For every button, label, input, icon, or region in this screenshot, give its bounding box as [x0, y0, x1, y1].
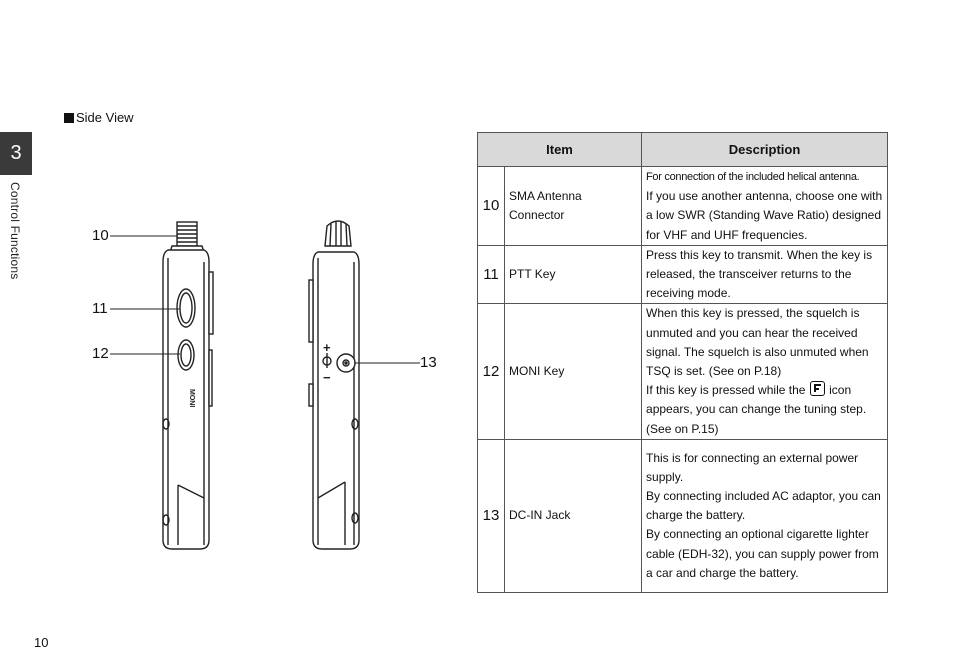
table-row	[478, 167, 888, 246]
callout-11: 11	[92, 300, 108, 317]
description-line: This is for connecting an external power supply.	[646, 450, 859, 484]
function-f-icon	[810, 381, 825, 396]
row-number: 13	[478, 439, 505, 592]
row-number: 10	[478, 167, 505, 246]
plus-mark: +	[323, 340, 331, 355]
header-item: Item	[478, 133, 642, 167]
description-line: For connection of the included helical antenna.	[646, 171, 860, 183]
description-line: By connecting included AC adaptor, you can charge the battery.	[646, 489, 881, 523]
callout-12: 12	[92, 345, 109, 362]
chapter-number-tab: 3	[0, 132, 32, 175]
device-left-view	[163, 222, 213, 549]
minus-mark: −	[323, 370, 331, 385]
row-description	[642, 167, 888, 246]
table-header-row	[478, 133, 888, 167]
header-description: Description	[642, 133, 888, 167]
row-item-name: MONI Key	[505, 304, 642, 439]
device-right-body	[313, 252, 359, 549]
description-line: When this key is pressed, the squelch is unmuted and you can hear the received signal. The squelch is also unmuted when TSQ is set. (See on P.18)	[646, 306, 869, 379]
description-line: icon appears, you can change the tuning step. (See on P.15)	[646, 383, 867, 436]
table-row	[478, 304, 888, 439]
controls-table	[477, 132, 888, 593]
row-description	[642, 439, 888, 592]
row-description	[642, 245, 888, 304]
description-line: If you use another antenna, choose one with a low SWR (Standing Wave Ratio) designed for VHF and UHF frequencies.	[646, 189, 883, 242]
chapter-label: Control Functions	[8, 182, 22, 280]
description-line: Press this key to transmit. When the key is released, the transceiver returns to the receiving mode.	[646, 247, 873, 301]
row-item-name: SMA Antenna Connector	[505, 167, 642, 246]
callout-13: 13	[420, 354, 437, 371]
moni-engraving: MONI	[188, 389, 195, 408]
callout-leaders	[110, 236, 420, 363]
table-row	[478, 439, 888, 592]
row-item-name: DC-IN Jack	[505, 439, 642, 592]
row-number: 11	[478, 245, 505, 304]
row-item-name: PTT Key	[505, 245, 642, 304]
description-line: If this key is pressed while the	[646, 383, 806, 398]
page-number: 10	[34, 635, 49, 650]
description-line: By connecting an optional cigarette lighter cable (EDH-32), you can supply power from a car and charge the battery.	[646, 527, 879, 580]
section-title-text: Side View	[76, 110, 134, 125]
table-row	[478, 245, 888, 304]
device-right-view	[309, 221, 359, 549]
row-description	[642, 304, 888, 439]
row-number: 12	[478, 304, 505, 439]
callout-10: 10	[92, 227, 109, 244]
